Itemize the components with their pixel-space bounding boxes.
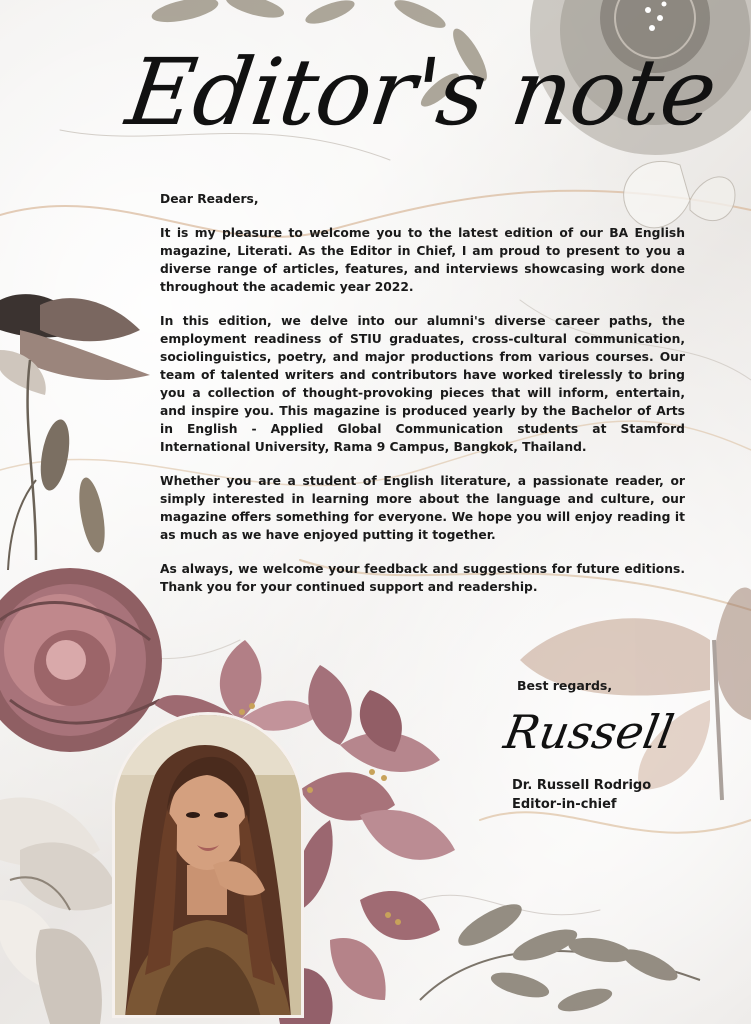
letter-paragraph-3: Whether you are a student of English literature, a passionate reader, or simply interested in learning more about the language and culture, our magazine offers something for everyone. We hope you will enjoy reading it as much as we have enjoyed putting it together. (160, 474, 685, 542)
portrait-illustration (115, 715, 301, 1018)
letter-paragraph-1: It is my pleasure to welcome you to the latest edition of our BA English magazine, Literati. As the Editor in Chief, I am proud to present to you a diverse range of articles, features, and interviews showcasing work done throughout the academic year 2022. (160, 226, 685, 294)
decor-dark-iris (0, 294, 150, 570)
signer-role: Editor-in-chief (512, 797, 617, 812)
decor-white-iris (0, 797, 120, 1024)
letter-greeting: Dear Readers, (160, 192, 259, 206)
decor-faded-butterfly (520, 588, 751, 801)
decor-mauve-carnation (0, 568, 162, 752)
handwritten-signature: Russell (500, 705, 678, 759)
letter-body (160, 190, 685, 612)
letter-paragraph-2: In this edition, we delve into our alumni's diverse career paths, the employment readiness of STIU graduates, cross-cultural communication, sociolinguistics, poetry, and major productions from various courses. Our team of talented writers and contributors have worked tirelessly to bring you a collection of thought-provoking pieces that will inform, entertain, and inspire you. This magazine is produced yearly by the Bachelor of Arts in English - Applied Global Communication students at Stamford International University, Rama 9 Campus, Bangkok, Thailand. (160, 314, 685, 454)
letter-paragraph-4: As always, we welcome your feedback and suggestions for future editions. Thank you for your continued support and readership. (160, 562, 685, 594)
page-title: Editor's note (120, 39, 723, 146)
signer-block (512, 776, 651, 814)
signer-name: Dr. Russell Rodrigo (512, 778, 652, 793)
closing-text: Best regards, (517, 678, 613, 693)
editor-portrait (112, 712, 304, 1018)
